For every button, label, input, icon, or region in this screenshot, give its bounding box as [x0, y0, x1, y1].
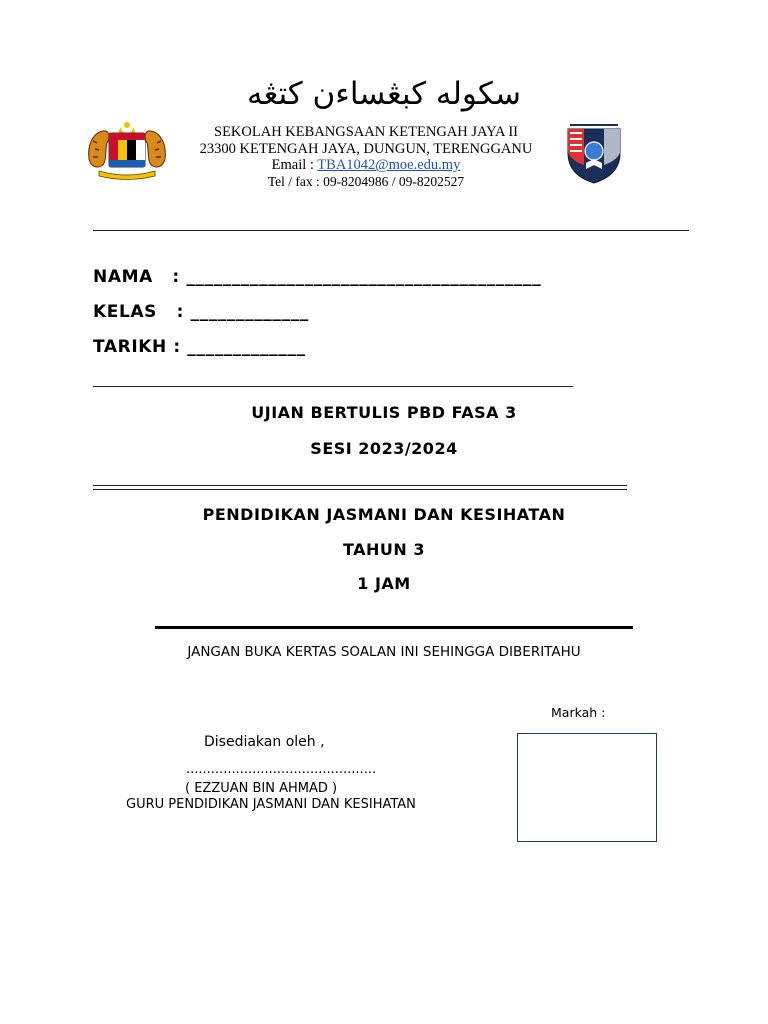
- school-email-line: [150, 157, 582, 174]
- fields-divider: [93, 386, 573, 387]
- preparer-name: ( EZZUAN BIN AHMAD ): [185, 781, 338, 796]
- thick-divider: [155, 626, 633, 629]
- school-telfax: Tel / fax : 09-8204986 / 09-8202527: [267, 173, 465, 189]
- markah-box: [517, 733, 657, 842]
- preparer-role: GURU PENDIDIKAN JASMANI DAN KESIHATAN: [126, 797, 416, 812]
- school-address: 23300 KETENGAH JAYA, DUNGUN, TERENGGANU: [199, 140, 533, 157]
- signature-line: ..............................................: [186, 762, 377, 777]
- school-name: SEKOLAH KEBANGSAAN KETENGAH JAYA II: [214, 124, 518, 140]
- school-name-jawi: سکوله کبڠساءن کتڠه: [246, 76, 522, 112]
- exam-subject: PENDIDIKAN JASMANI DAN KESIHATAN: [202, 505, 566, 524]
- exam-title: UJIAN BERTULIS PBD FASA 3: [251, 403, 517, 422]
- exam-duration: 1 JAM: [357, 574, 411, 593]
- markah-label: Markah :: [551, 705, 606, 720]
- email-label: Email :: [271, 157, 318, 173]
- double-divider-bottom: [93, 489, 627, 490]
- double-divider-top: [93, 485, 627, 486]
- exam-year: TAHUN 3: [342, 540, 426, 559]
- instruction-notice: JANGAN BUKA KERTAS SOALAN INI SEHINGGA DIBERITAHU: [187, 644, 581, 660]
- tarikh-field: TARIKH : _____________: [93, 337, 306, 357]
- nama-field: NAMA : _______________________________________: [93, 267, 542, 287]
- prepared-by-label: Disediakan oleh ,: [204, 734, 325, 750]
- email-link[interactable]: TBA1042@moe.edu.my: [317, 157, 461, 173]
- kelas-field: KELAS : _____________: [93, 302, 309, 322]
- header-divider: [93, 230, 689, 231]
- school-header: [150, 124, 582, 190]
- exam-session: SESI 2023/2024: [310, 439, 458, 458]
